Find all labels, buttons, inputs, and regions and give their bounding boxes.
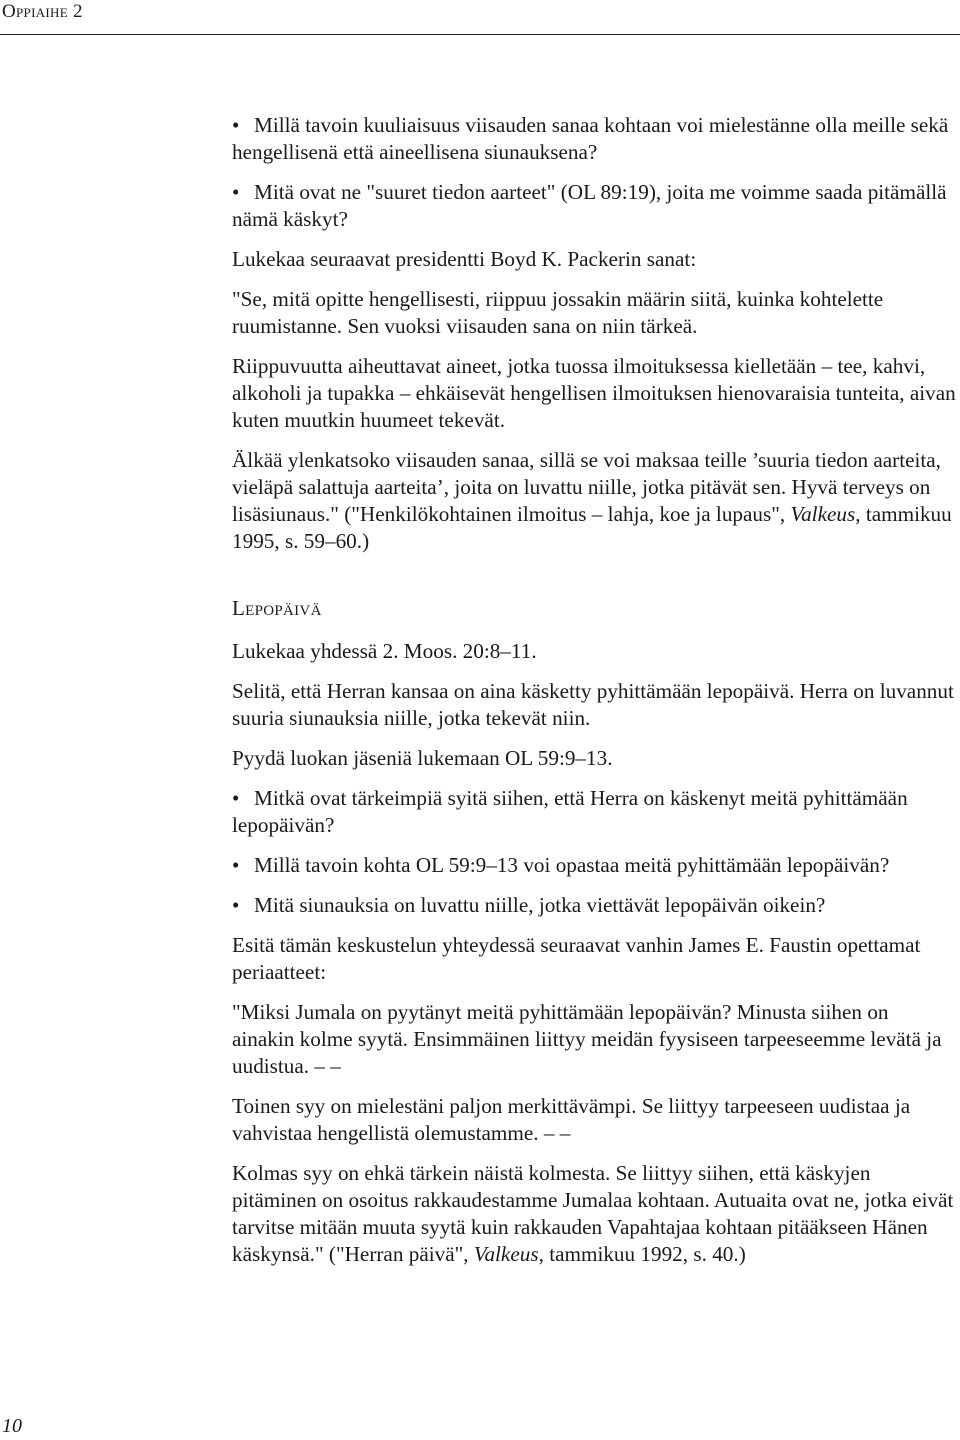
discussion-question-1 [232, 112, 956, 166]
packer-quote-paragraph-2: Riippuvuutta aiheuttavat aineet, jotka tuossa ilmoituksessa kielletään – tee, kahvi, alkoholi ja tupakka – ehkäisevät hengellisen ilmoituksen hienovaraisia tunteita, aivan kuten muutkin huumeet tekevät. [232, 354, 956, 432]
ask-read-paragraph: Pyydä luokan jäseniä lukemaan OL 59:9–13. [232, 746, 613, 770]
quote-text: Kolmas syy on ehkä tärkein näistä kolmesta. Se liittyy siihen, että käskyjen pitäminen on osoitus rakkaudestamme Jumalaa kohtaan. Autuaita ovat ne, jotka eivät tarvitse mitään muuta syytä kuin rakkauden Vapahtajaa kohtaan pitääkseen Hänen käskynsä." ("Herran päivä", [232, 1161, 954, 1266]
source-title: Valkeus [790, 502, 856, 526]
discussion-question-4 [232, 852, 956, 879]
citation-text: , tammikuu 1992, s. 40.) [538, 1242, 746, 1266]
bullet-icon: • [232, 853, 240, 877]
bullet-icon: • [232, 180, 240, 204]
section-heading: Lepopäivä [232, 596, 322, 620]
faust-quote-paragraph-1: "Miksi Jumala on pyytänyt meitä pyhittämään lepopäivän? Minusta siihen on ainakin kolme syytä. Ensimmäinen liittyy meidän fyysiseen tarpeeseemme levätä ja uudistua. – – [232, 1000, 942, 1078]
question-text: Mitkä ovat tärkeimpiä syitä siihen, että Herra on käskenyt meitä pyhittämään lepopäivän? [232, 786, 908, 837]
question-text: Mitä siunauksia on luvattu niille, jotka viettävät lepopäivän oikein? [254, 893, 826, 917]
packer-quote-paragraph-3 [232, 447, 956, 555]
bullet-icon: • [232, 786, 240, 810]
main-content [232, 112, 956, 1281]
bullet-icon: • [232, 113, 240, 137]
question-text: Millä tavoin kuuliaisuus viisauden sanaa kohtaan voi mielestänne olla meille sekä hengellisenä että aineellisena siunauksena? [232, 113, 949, 164]
page-number: 10 [2, 1415, 22, 1437]
discussion-question-5 [232, 892, 956, 919]
explain-paragraph: Selitä, että Herran kansaa on aina käsketty pyhittämään lepopäivä. Herra on luvannut suuria siunauksia niille, jotka tekevät niin. [232, 679, 954, 730]
running-head: Oppiaihe 2 [2, 1, 83, 22]
packer-intro: Lukekaa seuraavat presidentti Boyd K. Packerin sanat: [232, 247, 697, 271]
discussion-question-2 [232, 179, 956, 233]
question-text: Mitä ovat ne "suuret tiedon aarteet" (OL 89:19), joita me voimme saada pitämällä nämä käskyt? [232, 180, 947, 231]
read-together: Lukekaa yhdessä 2. Moos. 20:8–11. [232, 639, 537, 663]
header-rule [0, 34, 960, 35]
faust-quote-paragraph-2: Toinen syy on mielestäni paljon merkittävämpi. Se liittyy tarpeeseen uudistaa ja vahvistaa hengellistä olemustamme. – – [232, 1094, 911, 1145]
faust-quote-paragraph-3 [232, 1160, 956, 1268]
packer-quote-paragraph-1: "Se, mitä opitte hengellisesti, riippuu jossakin määrin siitä, kuinka kohtelette ruumistanne. Sen vuoksi viisauden sana on niin tärkeä. [232, 287, 884, 338]
question-text: Millä tavoin kohta OL 59:9–13 voi opastaa meitä pyhittämään lepopäivän? [254, 853, 890, 877]
discussion-question-3 [232, 785, 956, 839]
quote-text: Älkää ylenkatsoko viisauden sanaa, sillä se voi maksaa teille ’suuria tiedon aarteita, vieläpä salattuja aarteita’, joita on luvattu niille, jotka pitävät sen. Hyvä terveys on lisäsiunaus." ("Henkilökohtainen ilmoitus – lahja, koe ja lupaus", [232, 448, 941, 526]
source-title: Valkeus [473, 1242, 539, 1266]
citation-text: , tammikuu 1995, s. 59–60.) [232, 502, 952, 553]
faust-intro: Esitä tämän keskustelun yhteydessä seuraavat vanhin James E. Faustin opettamat periaatteet: [232, 933, 921, 984]
bullet-icon: • [232, 893, 240, 917]
